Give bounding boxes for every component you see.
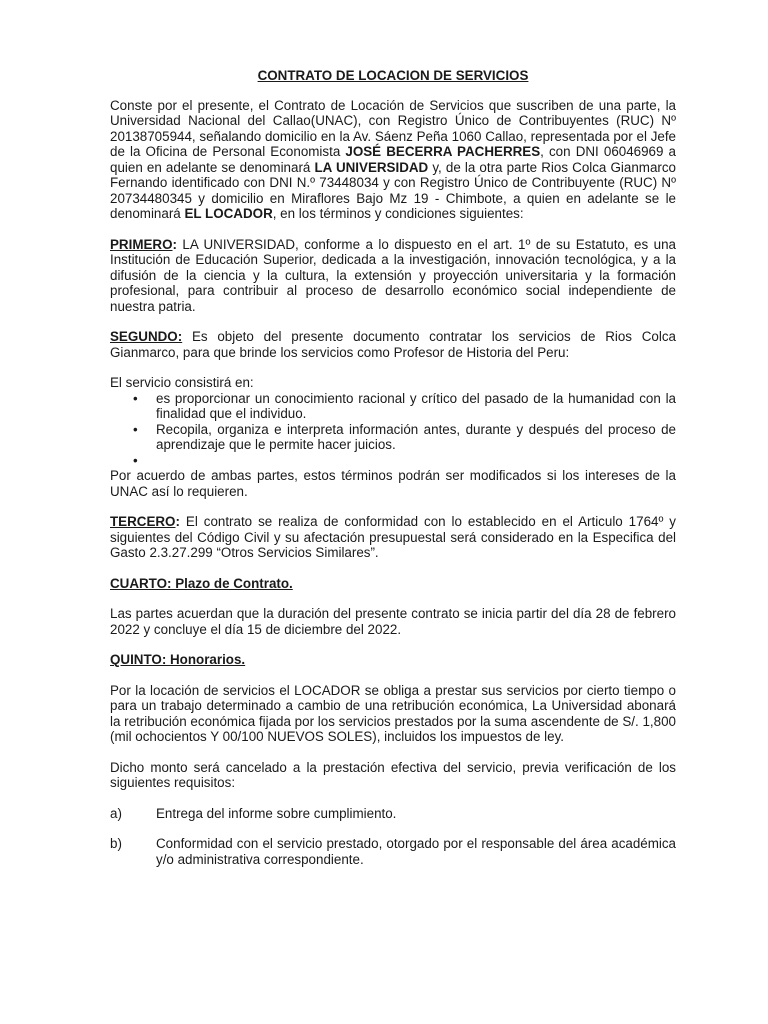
clause-segundo-heading: SEGUNDO:	[110, 329, 183, 344]
university-term: LA UNIVERSIDAD	[314, 159, 429, 175]
clause-primero	[110, 237, 676, 315]
clause-tercero-colon: :	[175, 514, 180, 529]
intro-text-4: , en los términos y condiciones siguientes:	[272, 206, 524, 221]
service-closing: Por acuerdo de ambas partes, estos términos podrán ser modificados si los intereses de la UNAC así lo requieren.	[110, 468, 676, 499]
intro-text-3: y, de la otra parte Rios Colca Gianmarco Fernando identificado con DNI N.º 73448034 y con Registro Único de Contribuyente (RUC) Nº 20734480345 y domicilio en Miraflores Bajo Mz 19 - Chimbote, a quien en adelante se le denominará	[110, 159, 676, 221]
list-item	[110, 422, 676, 453]
list-item	[110, 453, 676, 469]
clause-segundo	[110, 329, 676, 360]
clause-primero-heading: PRIMERO	[110, 236, 173, 252]
bullet-icon: •	[133, 452, 138, 468]
clause-cuarto-text: Las partes acuerdan que la duración del presente contrato se inicia partir del día 28 de febrero 2022 y concluye el día 15 de diciembre del 2022.	[110, 606, 676, 637]
clause-tercero-text: El contrato se realiza de conformidad con lo establecido en el Articulo 1764º y siguientes del Código Civil y su afectación presupuestal será considerado en la Especifica del Gasto 2.3.27.299 “Otros Servicios Similares”.	[110, 514, 676, 560]
requirement-marker: b)	[110, 836, 122, 851]
requirement-a	[110, 806, 676, 822]
clause-quinto-text-2: Dicho monto será cancelado a la prestación efectiva del servicio, previa verificación de los siguientes requisitos:	[110, 759, 676, 790]
requirement-text: Entrega del informe sobre cumplimiento.	[156, 805, 397, 821]
document-title: CONTRATO DE LOCACION DE SERVICIOS	[257, 68, 529, 83]
requirement-b	[110, 836, 676, 867]
clause-tercero-heading: TERCERO	[110, 514, 176, 529]
bullet-icon: •	[133, 421, 138, 437]
list-item	[110, 391, 676, 422]
clause-quinto-text-1: Por la locación de servicios el LOCADOR se obliga a prestar sus servicios por cierto tiempo o para un trabajo determinado a cambio de una retribución económica, La Universidad abonará la retribución económica fijada por los servicios prestados por la suma ascendente de S/. 1,800 (mil ochocientos Y 00/100 NUEVOS SOLES), incluidos los impuestos de ley.	[110, 682, 676, 744]
clause-quinto-heading: QUINTO: Honorarios.	[110, 652, 246, 667]
service-intro: El servicio consistirá en:	[110, 375, 254, 390]
intro-paragraph	[110, 98, 676, 222]
clause-primero-text: LA UNIVERSIDAD, conforme a lo dispuesto en el art. 1º de su Estatuto, es una Institución de Educación Superior, dedicada a la investigación, innovación tecnológica, y a la difusión de la ciencia y la cultura, la extensión y proyección universitaria y la formación profesional, para contribuir al proceso de desarrollo económico social independiente de nuestra patria.	[110, 236, 676, 314]
representative-name: JOSÉ BECERRA PACHERRES	[345, 144, 541, 159]
contract-page	[110, 68, 676, 867]
requirement-text: Conformidad con el servicio prestado, otorgado por el responsable del área académica y/o administrativa correspondiente.	[156, 836, 676, 867]
requirement-marker: a)	[110, 805, 122, 821]
service-list	[110, 391, 676, 469]
clause-segundo-text: Es objeto del presente documento contratar los servicios de Rios Colca Gianmarco, para que brinde los servicios como Profesor de Historia del Peru:	[110, 329, 676, 360]
clause-primero-colon: :	[172, 236, 177, 252]
list-item-text: es proporcionar un conocimiento racional y crítico del pasado de la humanidad con la finalidad que el individuo.	[156, 390, 676, 421]
intro-text-2: , con DNI 06046969 a quien en adelante se denominará	[110, 144, 677, 175]
clause-cuarto-heading: CUARTO: Plazo de Contrato.	[110, 575, 293, 591]
locador-term: EL LOCADOR	[184, 206, 273, 221]
list-item-text: Recopila, organiza e interpreta información antes, durante y después del proceso de aprendizaje que le permite hacer juicios.	[156, 421, 676, 452]
clause-tercero	[110, 514, 676, 561]
intro-text-1: Conste por el presente, el Contrato de Locación de Servicios que suscriben de una parte, la Universidad Nacional del Callao(UNAC), con Registro Único de Contribuyentes (RUC) Nº 20138705944, señalando domicilio en la Av. Sáenz Peña 1060 Callao, representada por el Jefe de la Oficina de Personal Economista	[110, 97, 676, 159]
bullet-icon: •	[133, 390, 138, 406]
